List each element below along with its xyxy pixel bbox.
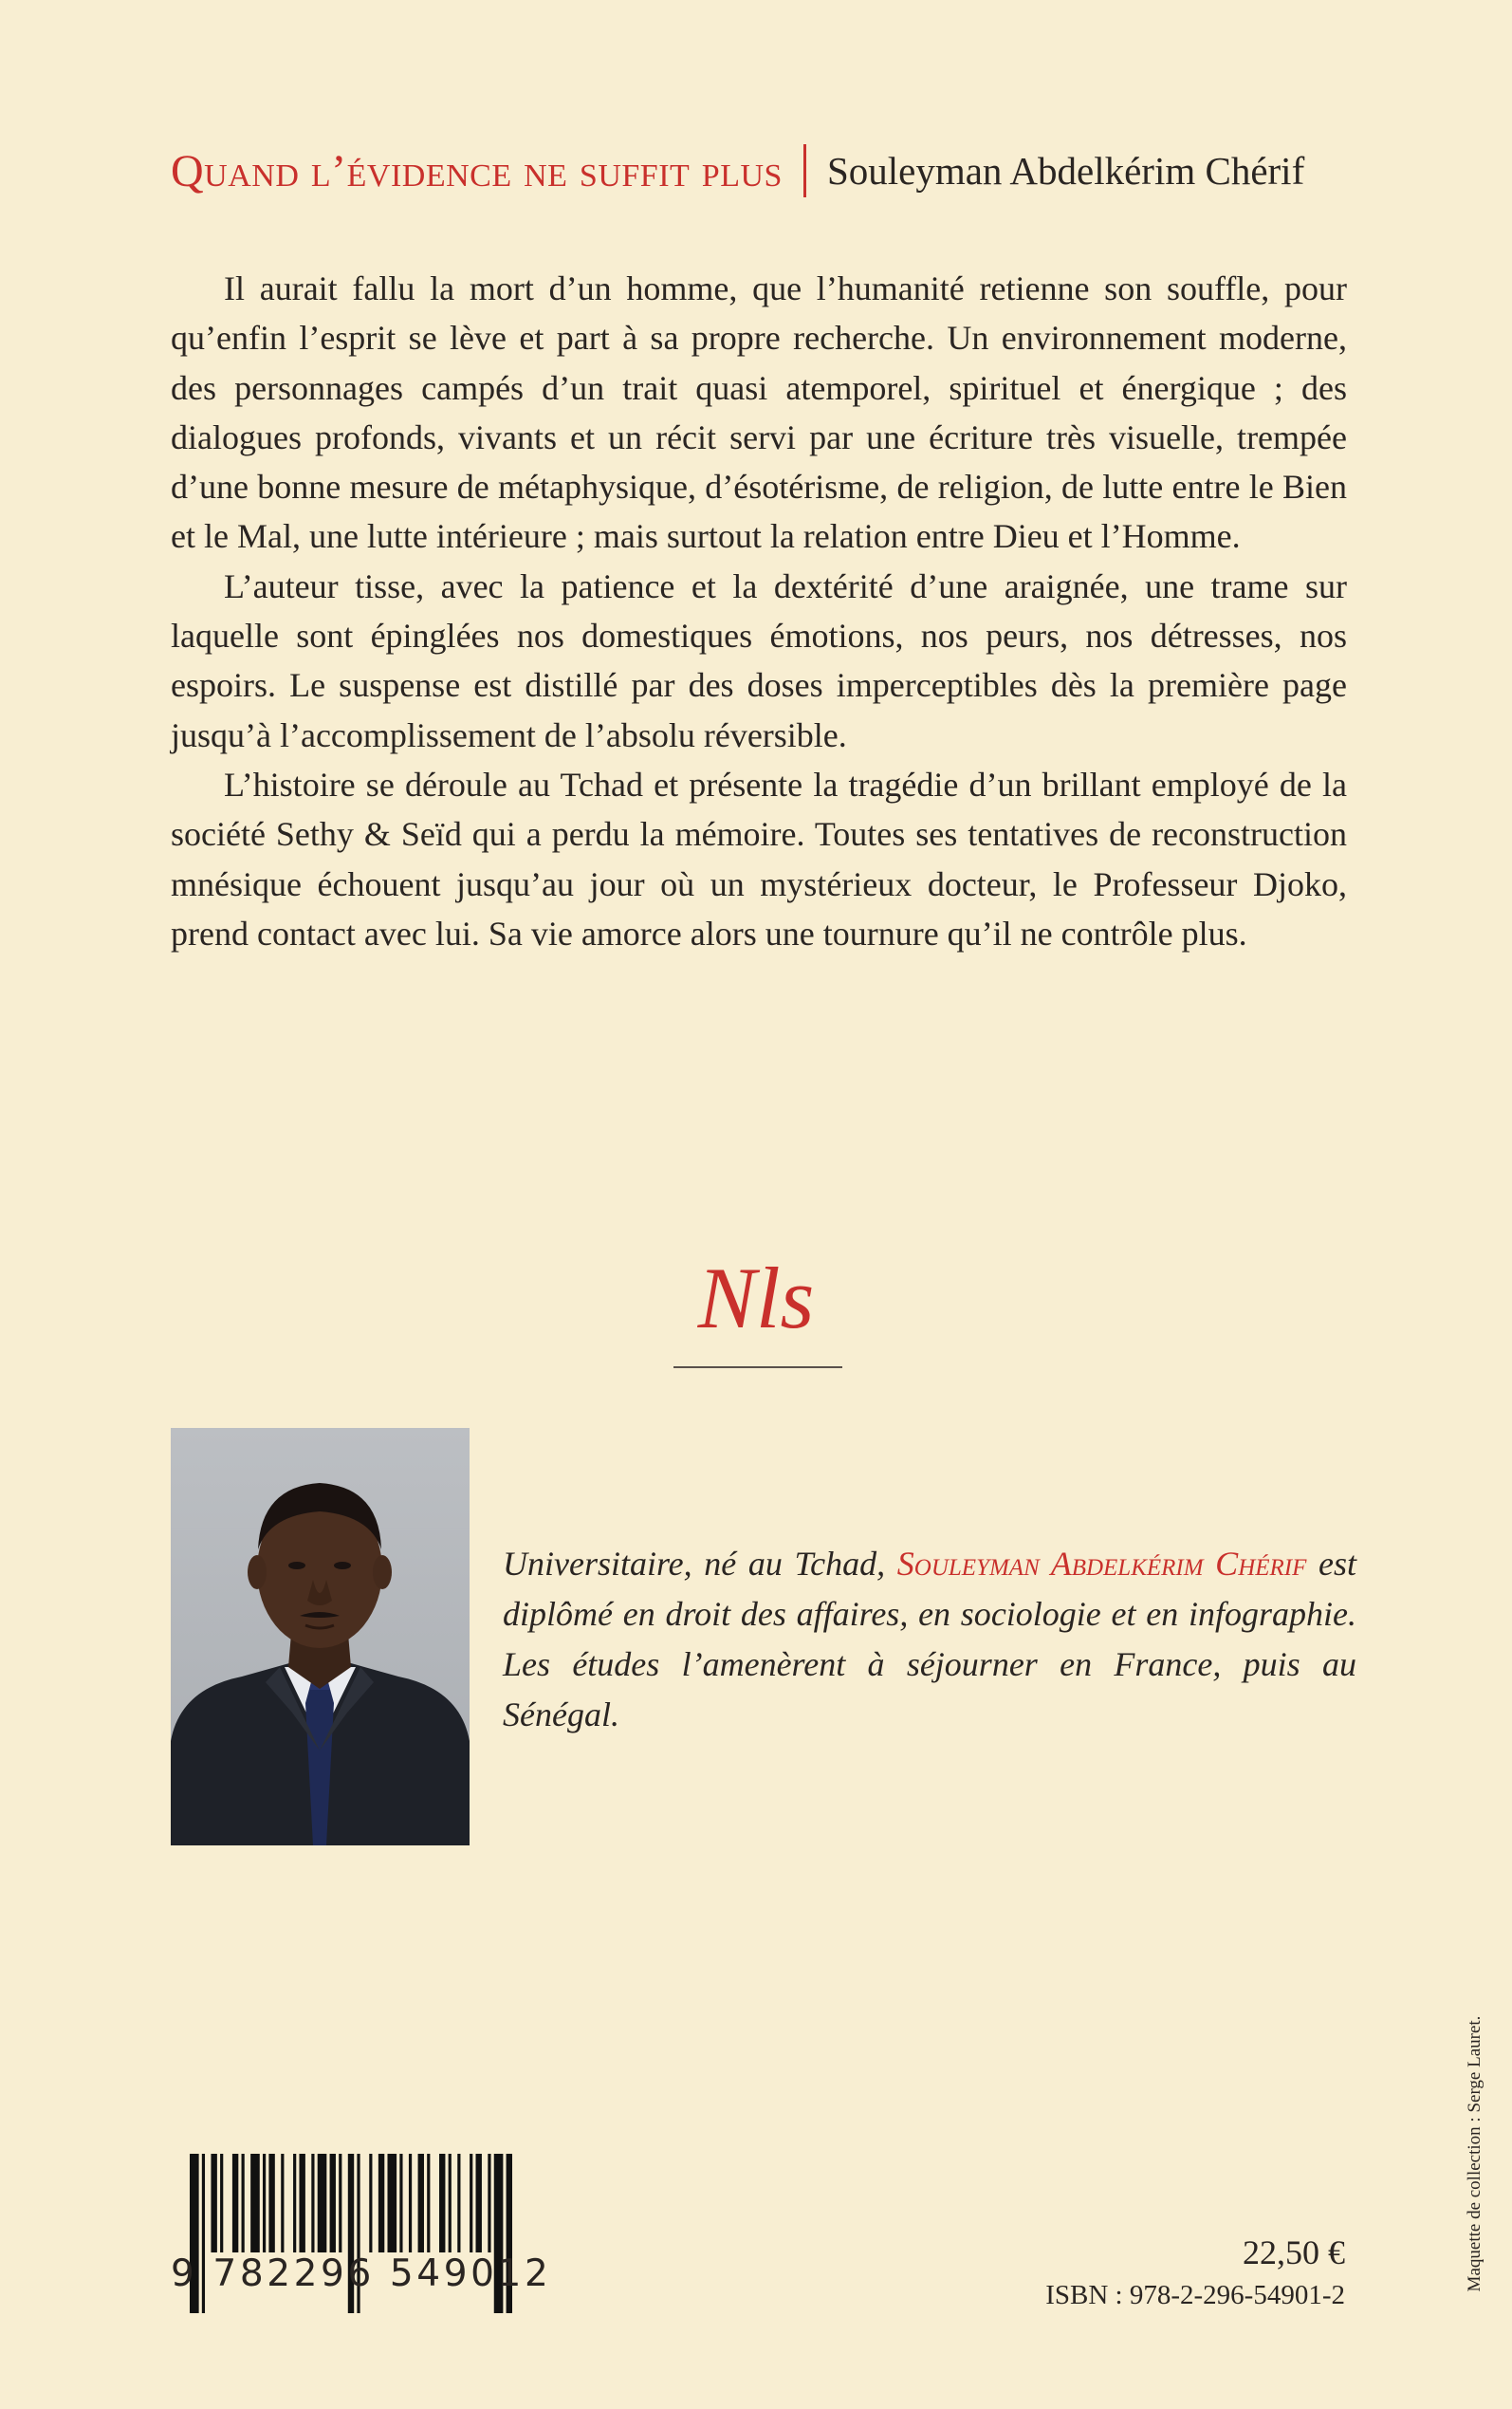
barcode-bar bbox=[330, 2154, 336, 2252]
barcode-bar bbox=[311, 2154, 314, 2252]
barcode-bar bbox=[418, 2154, 424, 2252]
blurb-paragraph: L’auteur tisse, avec la patience et la dextérité d’une araignée, une trame sur laquelle sont épinglées nos domestiques émotions, nos peurs, nos détresses, nos espoirs. Le suspense est distillé par des doses imperceptibles dès la première page jusqu’à l’accomplissement de l’absolu réversible. bbox=[171, 566, 1347, 754]
author-name: Souleyman Abdelkérim Chérif bbox=[826, 149, 1305, 193]
barcode-bar bbox=[378, 2154, 384, 2252]
logo-divider bbox=[673, 1366, 842, 1368]
barcode-bar bbox=[281, 2154, 284, 2252]
barcode-bar bbox=[457, 2154, 460, 2252]
bio-text-before: Universitaire, né au Tchad, bbox=[503, 1545, 897, 1583]
author-bio bbox=[503, 1539, 1356, 1740]
barcode-bar bbox=[449, 2154, 452, 2252]
barcode-bar bbox=[470, 2154, 472, 2252]
blurb-paragraph: L’histoire se déroule au Tchad et présente la tragédie d’un brillant employé de la société Sethy & Seïd qui a perdu la mémoire. Toutes ses tentatives de reconstruction mnésique échouent jusqu’au jour où un mystérieux docteur, le Professeur Djoko, prend contact avec lui. Sa vie amorce alors une tournure qu’il ne contrôle plus. bbox=[171, 765, 1347, 953]
design-credit-text: Maquette de collection : Serge Lauret. bbox=[1465, 2015, 1484, 2292]
barcode-bar bbox=[211, 2154, 216, 2252]
cover-header bbox=[171, 144, 1394, 197]
barcode-bar bbox=[339, 2154, 341, 2252]
isbn: ISBN : 978-2-296-54901-2 bbox=[1045, 2280, 1345, 2310]
title-separator bbox=[803, 144, 806, 197]
design-credit bbox=[1463, 1964, 1487, 2344]
blurb-paragraph: Il aurait fallu la mort d’un homme, que l’humanité retienne son souffle, pour qu’enfin l’esprit se lève et part à sa propre recherche. Un environnement moderne, des personnages campés d’un trait quasi atemporel, spirituel et énergique ; des dialogues profonds, vivants et un récit servi par une écriture très visuelle, trempée d’une bonne mesure de métaphysique, d’ésotérisme, de religion, de lutte entre le Bien et le Mal, une lutte intérieure ; mais surtout la relation entre Dieu et l’Homme. bbox=[171, 269, 1347, 556]
barcode-bar bbox=[427, 2154, 430, 2252]
barcode-bar bbox=[369, 2154, 372, 2252]
barcode-bar bbox=[220, 2154, 223, 2252]
barcode-bar bbox=[263, 2154, 266, 2252]
publisher-logo: Nls bbox=[697, 1250, 815, 1346]
bio-text-after: est diplômé en droit des affaires, en sociologie et en infographie. Les études l’amenèrent à séjourner en France, puis au Sénégal. bbox=[503, 1545, 1356, 1733]
barcode-digits: 9 782296 549012 bbox=[171, 2252, 552, 2295]
barcode-bar bbox=[488, 2154, 490, 2252]
barcode-bar bbox=[318, 2154, 327, 2252]
price: 22,50 € bbox=[1243, 2233, 1345, 2271]
book-title: Quand l’évidence ne suffit plus bbox=[171, 145, 783, 196]
barcode-bar bbox=[439, 2154, 445, 2252]
barcode-bar bbox=[242, 2154, 245, 2252]
barcode-bar bbox=[299, 2154, 304, 2252]
barcode-bar bbox=[476, 2154, 482, 2252]
barcode-bar bbox=[409, 2154, 412, 2252]
book-blurb bbox=[171, 264, 1347, 958]
author-photo bbox=[171, 1428, 470, 1845]
barcode-bar bbox=[293, 2154, 296, 2252]
barcode-bar bbox=[232, 2154, 238, 2252]
barcode-bar bbox=[387, 2154, 396, 2252]
bio-author-name: Souleyman Abdelkérim Chérif bbox=[896, 1545, 1307, 1583]
barcode-bar bbox=[399, 2154, 402, 2252]
barcode-bar bbox=[250, 2154, 260, 2252]
barcode-bar bbox=[268, 2154, 274, 2252]
